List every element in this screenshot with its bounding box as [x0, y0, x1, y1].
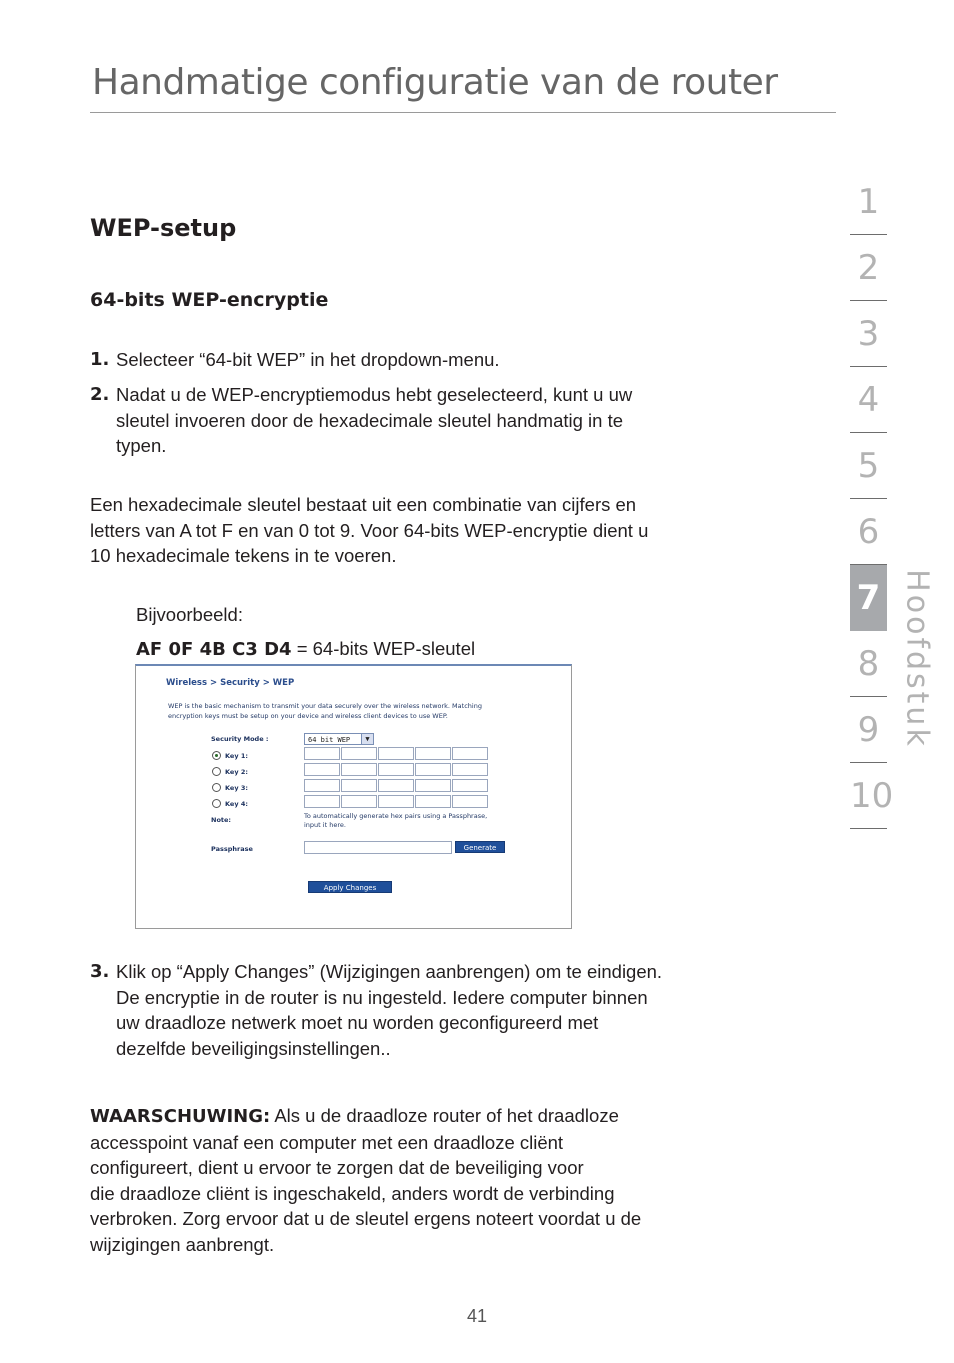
key-4-hex-input[interactable]: [452, 795, 488, 808]
step-1: [0, 347, 820, 373]
key-4-label: Key 4:: [225, 800, 248, 808]
chapter-label: [887, 569, 947, 749]
key-3-hex-input[interactable]: [378, 779, 414, 792]
breadcrumb[interactable]: Wireless > Security > WEP: [166, 678, 295, 688]
chapter-number: 4: [857, 380, 880, 420]
security-mode-label: Security Mode :: [211, 735, 269, 743]
key-2-hex-input[interactable]: [304, 763, 340, 776]
step-2: [0, 382, 820, 462]
key-3-hex-input[interactable]: [452, 779, 488, 792]
chapter-tab-7[interactable]: [850, 565, 887, 631]
title-divider: [90, 112, 836, 113]
step-3-line: De encryptie in de router is nu ingesteld. Iedere computer binnen: [116, 986, 648, 1008]
chapter-tab-6[interactable]: [850, 499, 887, 565]
chapter-number: 5: [857, 446, 880, 486]
warning-line: configureert, dient u ervoor te zorgen dat de beveiliging voor: [90, 1157, 584, 1178]
chapter-tab-1[interactable]: [850, 169, 887, 235]
hex-key-paragraph: [90, 492, 800, 569]
step-3: [0, 959, 820, 1065]
page-title: Handmatige configuratie van de router: [92, 62, 778, 103]
chapter-number: 8: [857, 644, 880, 684]
chapter-tab-8[interactable]: [850, 631, 887, 697]
paragraph-line: Een hexadecimale sleutel bestaat uit een combinatie van cijfers en: [90, 494, 637, 515]
step-3-line: uw draadloze netwerk moet nu worden geconfigureerd met: [116, 1012, 599, 1033]
key-1-hex-input[interactable]: [341, 747, 377, 760]
key-1-radio[interactable]: [212, 751, 221, 760]
warning-line: verbroken. Zorg ervoor dat u de sleutel ergens noteert voordat u de: [90, 1208, 642, 1229]
router-wep-screenshot: [135, 664, 572, 929]
warning-first-line: [90, 1103, 800, 1130]
step-1-text: Selecteer “64-bit WEP” in het dropdown-menu.: [116, 349, 500, 370]
key-4-hex-input[interactable]: [378, 795, 414, 808]
warning-line: accesspoint vanaf een computer met een draadloze cliënt: [90, 1131, 564, 1153]
key-2-hex-input[interactable]: [452, 763, 488, 776]
security-mode-select[interactable]: [304, 733, 374, 745]
wep-description: [168, 701, 548, 721]
warning-line: wijzigingen aanbrengt.: [90, 1233, 275, 1255]
chapter-number: 1: [857, 182, 880, 222]
note-label: Note:: [211, 816, 232, 824]
key-1-hex-input[interactable]: [415, 747, 451, 760]
chapter-tab-9[interactable]: [850, 697, 887, 763]
key-2-hex-input[interactable]: [341, 763, 377, 776]
chapter-number: 7: [856, 578, 881, 618]
chapter-number: 2: [857, 248, 880, 288]
wep-description-line: encryption keys must be setup on your device and wireless client devices to use WEP.: [168, 712, 448, 720]
key-4-hex-input[interactable]: [415, 795, 451, 808]
page-number: 41: [466, 1306, 488, 1326]
key-3-hex-input[interactable]: [341, 779, 377, 792]
warning-label: WAARSCHUWING:: [90, 1106, 271, 1127]
chapter-number: 10: [850, 776, 894, 816]
warning-line: die draadloze cliënt is ingeschakeld, anders wordt de verbinding: [90, 1182, 615, 1204]
paragraph-line: letters van A tot F en van 0 tot 9. Voor 64-bits WEP-encryptie dient u: [90, 519, 649, 541]
chapter-divider: [850, 828, 887, 829]
warning-paragraph: [90, 1103, 800, 1257]
chapter-tab-5[interactable]: [850, 433, 887, 499]
key-3-hex-input[interactable]: [415, 779, 451, 792]
key-4-radio[interactable]: [212, 799, 221, 808]
security-mode-value: 64 bit WEP: [308, 736, 351, 744]
key-1-hex-input[interactable]: [452, 747, 488, 760]
step-3-line: dezelfde beveiligingsinstellingen..: [116, 1037, 391, 1059]
note-line: input it here.: [304, 820, 346, 829]
step-1-number: 1.: [90, 349, 110, 370]
chapter-tab-4[interactable]: [850, 367, 887, 433]
key-3-label: Key 3:: [225, 784, 248, 792]
key-1-hex-input[interactable]: [378, 747, 414, 760]
step-3-number: 3.: [90, 961, 110, 982]
chapter-number: 3: [857, 314, 880, 354]
chapter-label-text: Hoofdstuk: [899, 569, 935, 749]
note-line: To automatically generate hex pairs using a Passphrase,: [304, 812, 488, 820]
example-key: AF 0F 4B C3 D4: [136, 639, 292, 660]
key-2-label: Key 2:: [225, 768, 248, 776]
key-1-hex-input[interactable]: [304, 747, 340, 760]
subsection-heading: 64-bits WEP-encryptie: [90, 289, 329, 311]
passphrase-label: Passphrase: [211, 845, 253, 853]
step-2-text: [116, 382, 806, 459]
passphrase-input[interactable]: [304, 841, 452, 854]
key-2-radio[interactable]: [212, 767, 221, 776]
step-2-number: 2.: [90, 384, 110, 405]
step-2-line: typen.: [116, 435, 167, 456]
warning-first-text: Als u de draadloze router of het draadloze: [270, 1105, 619, 1126]
chapter-tab-2[interactable]: [850, 235, 887, 301]
chevron-down-icon[interactable]: ▼: [361, 734, 373, 744]
chapter-tab-3[interactable]: [850, 301, 887, 367]
example-suffix: = 64-bits WEP-sleutel: [291, 638, 476, 659]
step-2-line: sleutel invoeren door de hexadecimale sleutel handmatig in te: [116, 409, 624, 431]
key-1-label: Key 1:: [225, 752, 248, 760]
example-line: [136, 636, 475, 663]
key-3-hex-input[interactable]: [304, 779, 340, 792]
chapter-number: 6: [857, 512, 880, 552]
paragraph-line: 10 hexadecimale tekens in te voeren.: [90, 545, 397, 566]
chapter-number: 9: [857, 710, 880, 750]
key-2-hex-input[interactable]: [378, 763, 414, 776]
key-3-radio[interactable]: [212, 783, 221, 792]
apply-changes-button[interactable]: Apply Changes: [308, 881, 392, 893]
section-heading: WEP-setup: [90, 214, 237, 242]
step-2-line: Nadat u de WEP-encryptiemodus hebt geselecteerd, kunt u uw: [116, 384, 633, 405]
key-4-hex-input[interactable]: [341, 795, 377, 808]
step-3-text: [116, 959, 806, 1061]
key-4-hex-input[interactable]: [304, 795, 340, 808]
wep-description-line: WEP is the basic mechanism to transmit your data securely over the wireless network. Matching: [168, 702, 482, 710]
note-text: [304, 812, 544, 829]
key-2-hex-input[interactable]: [415, 763, 451, 776]
example-label: Bijvoorbeeld:: [136, 604, 243, 625]
step-3-line: Klik op “Apply Changes” (Wijzigingen aanbrengen) om te eindigen.: [116, 961, 663, 982]
chapter-tab-10[interactable]: [850, 763, 894, 829]
generate-button[interactable]: Generate: [455, 841, 505, 853]
